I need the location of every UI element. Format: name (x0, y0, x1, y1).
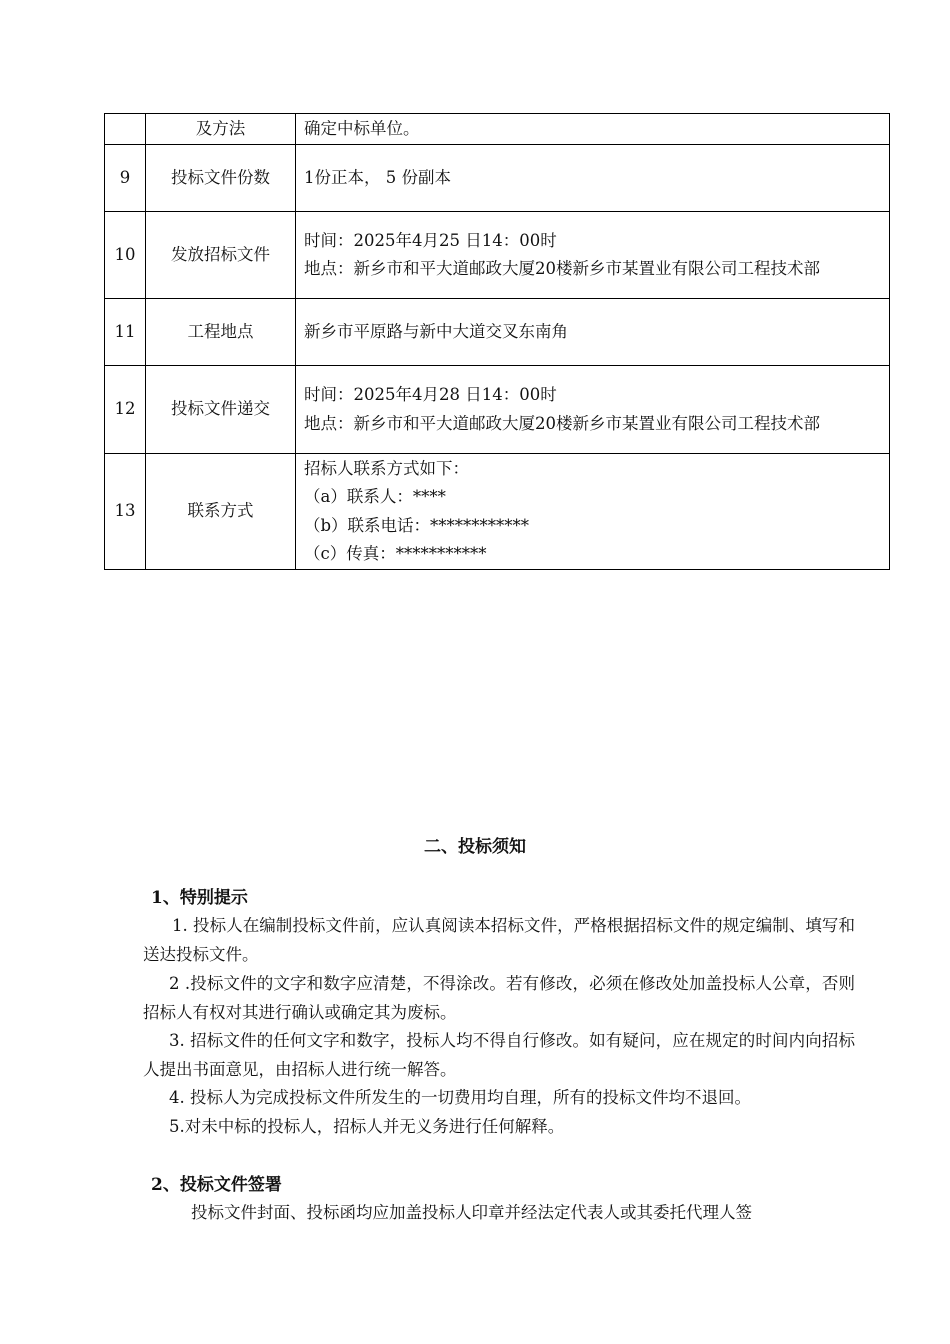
row-number: 9 (105, 145, 146, 212)
value-line: 地点：新乡市和平大道邮政大厦20楼新乡市某置业有限公司工程技术部 (304, 259, 820, 278)
value-line: （c）传真：*********** (304, 544, 487, 563)
bid-info-table (104, 113, 890, 570)
value-line: （a）联系人：**** (304, 487, 446, 506)
value-line: 确定中标单位。 (304, 118, 420, 138)
row-value (296, 114, 890, 145)
row-value (296, 454, 890, 570)
notice-item-4: 4. 投标人为完成投标文件所发生的一切费用均自理，所有的投标文件均不退回。 (169, 1088, 751, 1107)
notice-item-5: 5.对未中标的投标人，招标人并无义务进行任何解释。 (169, 1117, 565, 1136)
value-line: （b）联系电话：************ (304, 515, 530, 535)
table-row (105, 299, 890, 366)
row-item: 投标文件份数 (146, 145, 296, 212)
special-notice-heading: 1、特别提示 (151, 888, 248, 908)
signing-heading: 2、投标文件签署 (151, 1175, 282, 1195)
table-row (105, 114, 890, 145)
row-number: 13 (105, 454, 146, 570)
table-row (105, 366, 890, 454)
value-line: 新乡市平原路与新中大道交叉东南角 (304, 321, 568, 341)
table-row (105, 454, 890, 570)
table-row (105, 145, 890, 212)
value-line: 地点：新乡市和平大道邮政大厦20楼新乡市某置业有限公司工程技术部 (304, 413, 820, 433)
row-item: 投标文件递交 (146, 366, 296, 454)
notice-item-1: 1. 投标人在编制投标文件前，应认真阅读本招标文件，严格根据招标文件的规定编制、填写和送达投标文件。 (143, 916, 855, 964)
value-line: 1份正本， 5 份副本 (304, 167, 451, 187)
value-line: 时间：2025年4月28 日14：00时 (304, 385, 557, 404)
row-number: 12 (105, 366, 146, 454)
row-number: 11 (105, 299, 146, 366)
row-item: 及方法 (146, 114, 296, 145)
notice-item-2: 2 .投标文件的文字和数字应清楚，不得涂改。若有修改，必须在修改处加盖投标人公章，否则招标人有权对其进行确认或确定其为废标。 (143, 974, 855, 1022)
value-line: 招标人联系方式如下： (304, 458, 469, 478)
row-item: 发放招标文件 (146, 212, 296, 299)
row-value (296, 299, 890, 366)
row-value (296, 366, 890, 454)
row-number (105, 114, 146, 145)
section-title: 二、投标须知 (424, 837, 526, 857)
value-line: 时间：2025年4月25 日14：00时 (304, 230, 557, 250)
table-row (105, 212, 890, 299)
row-value (296, 212, 890, 299)
row-item: 联系方式 (146, 454, 296, 570)
row-number: 10 (105, 212, 146, 299)
signing-text: 投标文件封面、投标函均应加盖投标人印章并经法定代表人或其委托代理人签 (191, 1203, 752, 1222)
row-item: 工程地点 (146, 299, 296, 366)
notice-item-3: 3. 招标文件的任何文字和数字，投标人均不得自行修改。如有疑问，应在规定的时间内向招标人提出书面意见，由招标人进行统一解答。 (143, 1031, 855, 1079)
row-value (296, 145, 890, 212)
